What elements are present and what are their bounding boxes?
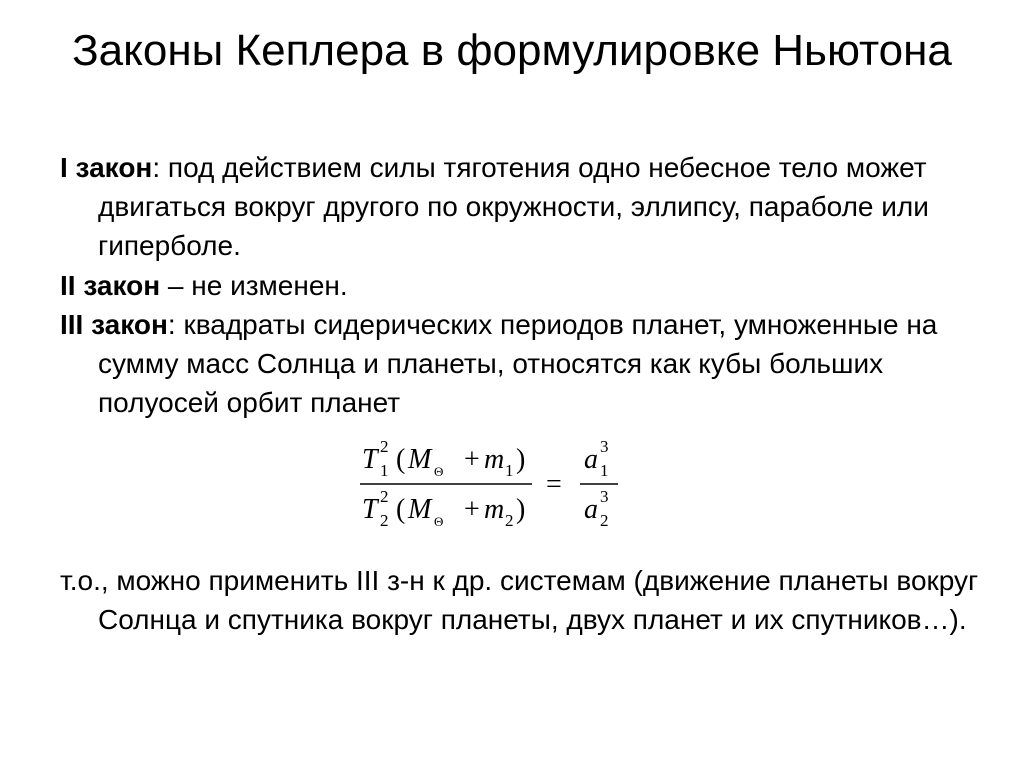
formula-den-T: T bbox=[362, 494, 378, 525]
formula-den-T-sup: 2 bbox=[380, 487, 389, 506]
formula-num-M: M bbox=[408, 444, 432, 475]
law-2-text: – не изменен. bbox=[160, 270, 348, 301]
formula-den-paren-close: ) bbox=[516, 494, 526, 525]
formula-right-den-sup: 3 bbox=[600, 487, 609, 506]
conclusion-paragraph: т.о., можно применить III з-н к др. системам (движение планеты вокруг Солнца и спутника вокруг планеты, двух планет и их спутников…). bbox=[60, 565, 979, 635]
law-2-label: II закон bbox=[60, 270, 161, 301]
formula-right-num-a: a bbox=[584, 444, 598, 475]
formula-num-m: m bbox=[484, 444, 505, 475]
formula-right-den-a: a bbox=[584, 494, 598, 525]
formula-num-m-sub: 1 bbox=[505, 461, 514, 480]
formula-num-T-sup: 2 bbox=[380, 437, 389, 456]
formula-den-T-sub: 2 bbox=[380, 511, 389, 530]
formula-den-m-sub: 2 bbox=[505, 511, 514, 530]
formula-num-T: T bbox=[362, 444, 378, 475]
formula-right-num-sub: 1 bbox=[600, 461, 609, 480]
law-3-label: III закон bbox=[60, 309, 168, 340]
formula-num-T-sub: 1 bbox=[380, 461, 389, 480]
formula-num-sun-symbol: Θ bbox=[434, 464, 444, 479]
formula-equals: = bbox=[546, 469, 562, 500]
formula-den-M: M bbox=[408, 494, 432, 525]
slide-title: Законы Кеплера в формулировке Ньютона bbox=[72, 26, 952, 75]
law-2-paragraph bbox=[60, 266, 998, 305]
law-1-text: : под действием силы тяготения одно небесное тело может двигаться вокруг другого по окружности, эллипсу, параболе или гиперболе. bbox=[98, 152, 929, 261]
formula-den-m: m bbox=[484, 494, 505, 525]
formula-num-paren-close: ) bbox=[516, 444, 526, 475]
formula-den-plus: + bbox=[464, 494, 480, 525]
law-3-text: : квадраты сидерических периодов планет, умноженные на сумму масс Солнца и планеты, относятся как кубы больших полуосей орбит планет bbox=[98, 309, 938, 418]
law-1-paragraph bbox=[60, 148, 998, 265]
law-3-paragraph bbox=[60, 305, 998, 422]
formula-den-paren-open: ( bbox=[396, 494, 406, 525]
kepler-third-law-formula bbox=[352, 428, 652, 538]
formula-den-sun-symbol: Θ bbox=[434, 514, 444, 529]
formula-right-num-sup: 3 bbox=[600, 437, 609, 456]
formula-right-den-sub: 2 bbox=[600, 511, 609, 530]
law-1-label: I закон bbox=[60, 152, 153, 183]
formula-num-paren-open: ( bbox=[396, 444, 406, 475]
formula-num-plus: + bbox=[464, 444, 480, 475]
